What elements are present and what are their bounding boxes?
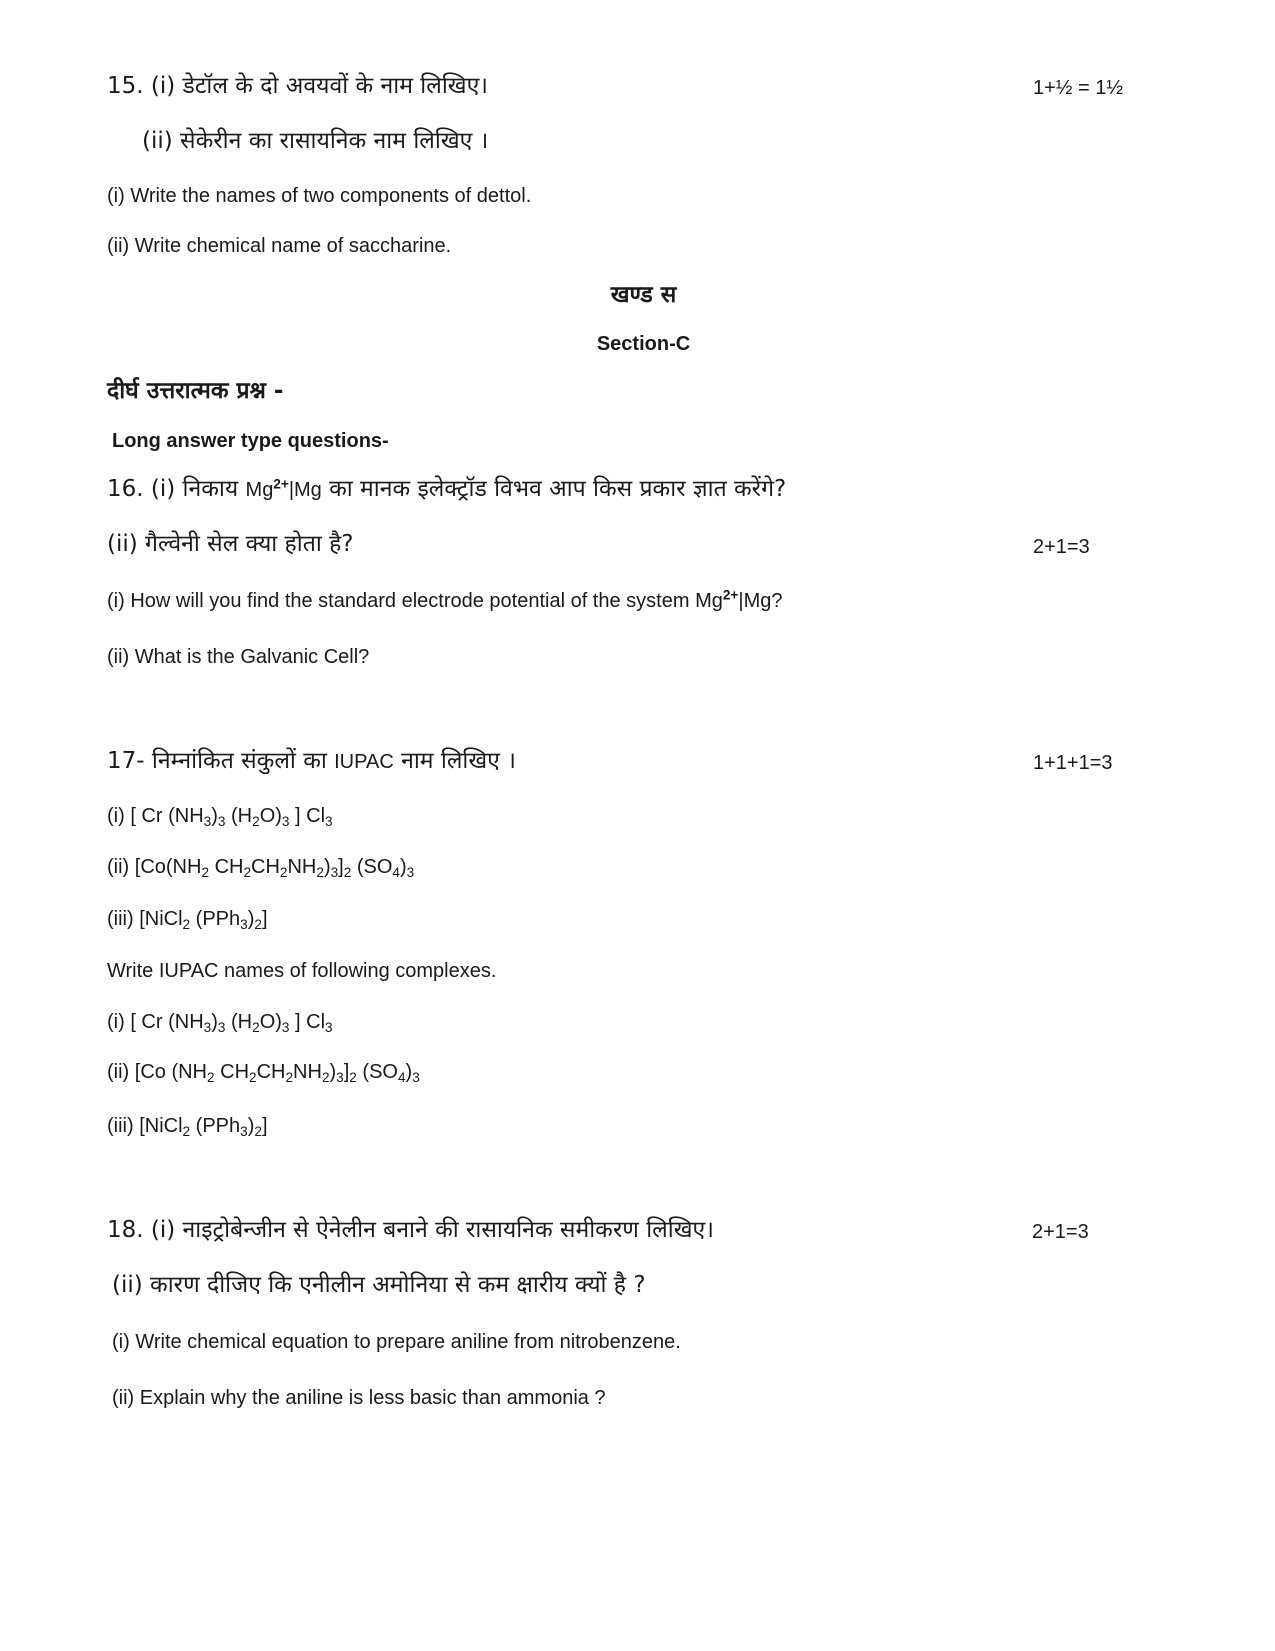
- q17-marks: 1+1+1=3: [1033, 752, 1113, 774]
- q15-english-part-ii: (ii) Write chemical name of saccharine.: [107, 235, 452, 257]
- q18-english-part-ii: (ii) Explain why the aniline is less basic than ammonia ?: [112, 1387, 606, 1409]
- q18-hindi-part-i: 18. (i) नाइट्रोबेन्जीन से ऐनेलीन बनाने की रासायनिक समीकरण लिखिए।: [107, 1217, 714, 1243]
- q15-english-part-i: (i) Write the names of two components of dettol.: [107, 185, 532, 207]
- q17-complex-ii-english: (ii) [Co ($NH_2$ $CH_2CH_2NH_2)_3]_2$ $(SO_4)_3$: [107, 1061, 420, 1085]
- q15-hindi-part-ii: (ii) सेकेरीन का रासायनिक नाम लिखिए ।: [142, 128, 489, 154]
- section-title-hindi: खण्ड स: [610, 282, 677, 308]
- q15-hindi-part-i: 15. (i) डेटॉल के दो अवयवों के नाम लिखिए।: [107, 73, 489, 99]
- q18-english-part-i: (i) Write chemical equation to prepare aniline from nitrobenzene.: [112, 1331, 681, 1353]
- q17-hindi-question: 17- निम्नांकित संकुलों का IUPAC नाम लिखिए ।: [107, 748, 516, 774]
- q17-complex-iii-english: (iii) [NiCl$_2$ $(PPh_3)_2$]: [107, 1115, 268, 1139]
- question-type-english: Long answer type questions-: [112, 430, 389, 452]
- q16-english-part-i: (i) How will you find the standard electrode potential of the system $Mg^{2+}|Mg$?: [107, 587, 783, 612]
- q18-marks: 2+1=3: [1032, 1221, 1089, 1243]
- q15-marks: 1+½ = 1½: [1033, 77, 1124, 99]
- q16-hindi-part-i: 16. (i) निकाय $Mg^{2+}|Mg$ का मानक इलेक्ट्रॉड विभव आप किस प्रकार ज्ञात करेंगे?: [107, 476, 787, 502]
- q16-hindi-part-ii: (ii) गैल्वेनी सेल क्या होता है?: [107, 531, 354, 557]
- q17-complex-i-english: (i) [ Cr $(NH_3)_3$ $(H_2O)_3$ ] $Cl_3$: [107, 1011, 333, 1035]
- q17-complex-i-hindi: (i) [ Cr $(NH_3)_3$ $(H_2O)_3$ ] $Cl_3$: [107, 805, 333, 829]
- q18-hindi-part-ii: (ii) कारण दीजिए कि एनीलीन अमोनिया से कम क्षारीय क्यों है ?: [112, 1272, 646, 1298]
- section-title-english: Section-C: [596, 333, 691, 355]
- q17-english-question: Write IUPAC names of following complexes.: [107, 960, 497, 982]
- q16-marks: 2+1=3: [1033, 536, 1090, 558]
- q17-complex-iii-hindi: (iii) [NiCl$_2$ $(PPh_3)_2$]: [107, 908, 268, 932]
- question-type-hindi: दीर्घ उत्तरात्मक प्रश्न -: [107, 378, 284, 404]
- q17-complex-ii-hindi: (ii) [$Co(NH_2$ $CH_2CH_2NH_2)_3]_2$ $(SO_4)_3$: [107, 856, 415, 880]
- q16-english-part-ii: (ii) What is the Galvanic Cell?: [107, 646, 370, 668]
